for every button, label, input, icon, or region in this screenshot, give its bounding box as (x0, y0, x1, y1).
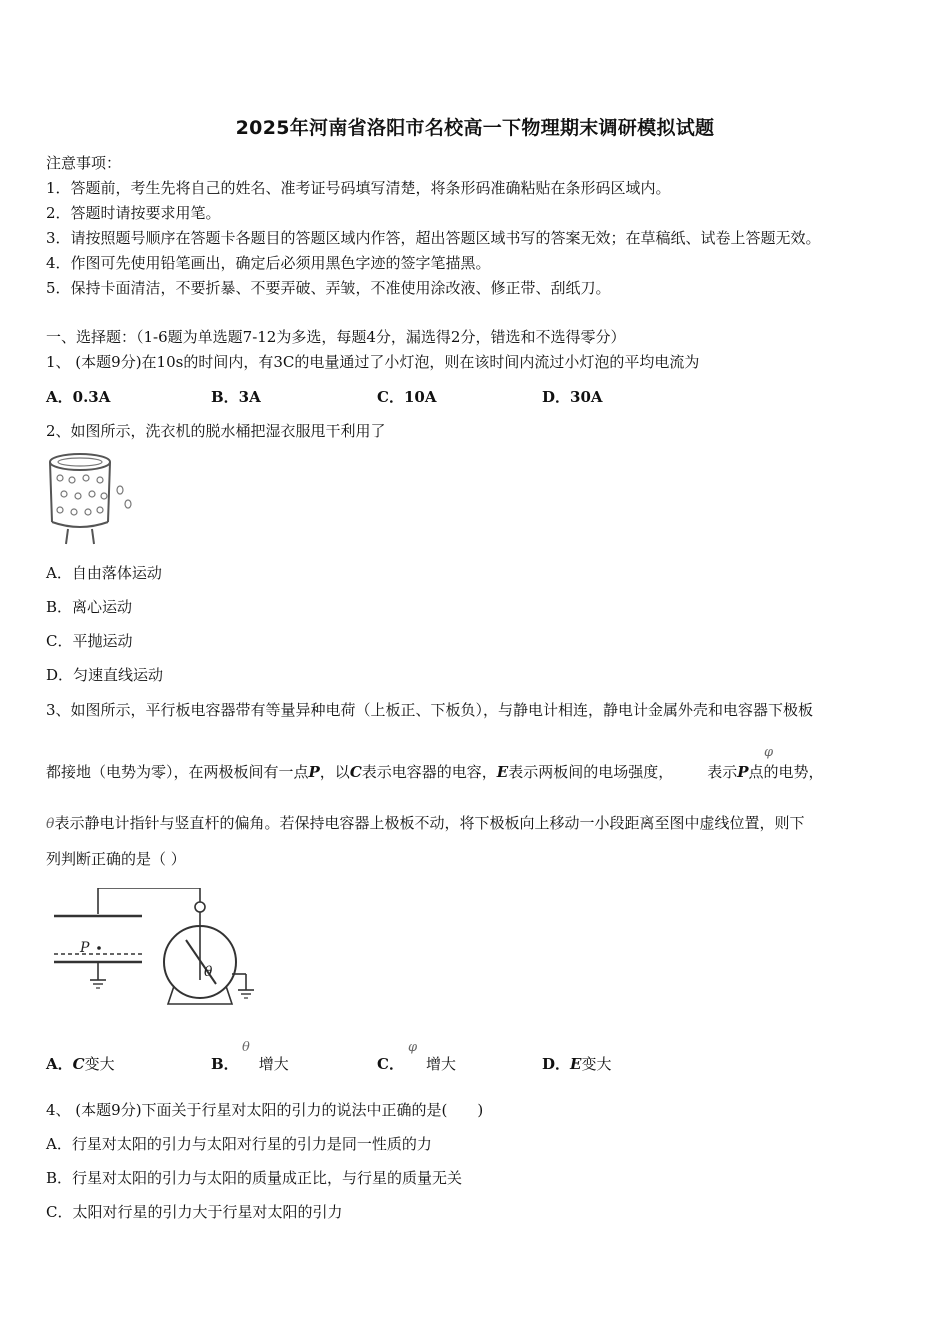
q1-option-c: C．10A (377, 388, 437, 406)
q2-option-a: A．自由落体运动 (46, 564, 162, 582)
notice-item-3: 3．请按照题号顺序在答题卡各题目的答题区域内作答，超出答题区域书写的答案无效；在草稿纸、试卷上答题无效。 (46, 229, 821, 247)
q3-line-3-text: 表示静电计指针与竖直杆的偏角。若保持电容器上极板不动，将下极板向上移动一小段距离至图中虚线位置，则下 (54, 814, 805, 832)
q2-option-d: D．匀速直线运动 (46, 666, 164, 684)
q3-option-b: B． 增大 (211, 1055, 289, 1073)
q3-option-d: D．E变大 (542, 1055, 612, 1073)
capacitor-electrometer-figure (50, 888, 262, 1010)
q3-option-a: A．C变大 (46, 1055, 115, 1073)
q3-option-c-symbol: φ (408, 1040, 418, 1055)
q2-option-b: B．离心运动 (46, 598, 133, 616)
q1-option-d: D．30A (542, 388, 603, 406)
q4-option-b: B．行星对太阳的引力与太阳的质量成正比，与行星的质量无关 (46, 1169, 463, 1187)
q4-stem: 4、 (本题9分)下面关于行星对太阳的引力的说法中正确的是( ) (46, 1101, 484, 1119)
q3-symbol-p-2: P (737, 763, 749, 781)
q3-phi-symbol: φ (764, 745, 774, 760)
notice-item-4: 4．作图可先使用铅笔画出，确定后必须用黑色字迹的签字笔描黑。 (46, 254, 491, 272)
washing-machine-drum-figure (44, 450, 136, 546)
q3-line-3 (46, 812, 804, 833)
q3-line-2-part-d: 表示两板间的电场强度， (508, 763, 674, 781)
q3-line-2-part-b: ，以 (319, 763, 350, 781)
q3-line-2-part-a: 都接地（电势为零），在两极板间有一点 (46, 763, 309, 781)
q4-option-c: C．太阳对行星的引力大于行星对太阳的引力 (46, 1203, 343, 1221)
notice-heading: 注意事项： (46, 154, 122, 172)
q1-option-b: B．3A (211, 388, 261, 406)
notice-item-1: 1．答题前，考生先将自己的姓名、准考证号码填写清楚，将条形码准确粘贴在条形码区域内。 (46, 179, 671, 197)
q3-line-2-part-c: 表示电容器的电容， (361, 763, 497, 781)
q1-stem: 1、 (本题9分)在10s的时间内，有3C的电量通过了小灯泡，则在该时间内流过小灯泡的平均电流为 (46, 353, 700, 371)
notice-item-5: 5．保持卡面清洁，不要折暴、不要弄破、弄皱，不准使用涂改液、修正带、刮纸刀。 (46, 279, 611, 297)
page-title: 2025年河南省洛阳市名校高一下物理期末调研模拟试题 (235, 117, 715, 139)
notice-item-2: 2．答题时请按要求用笔。 (46, 204, 221, 222)
q3-line-2-part-f: 点的电势， (748, 763, 824, 781)
q3-line-2-part-e: 表示 (707, 763, 738, 781)
figure-label-theta: θ (204, 964, 213, 980)
q3-line-4: 列判断正确的是（ ） (46, 850, 186, 868)
q3-symbol-e: E (496, 763, 509, 781)
q1-option-a: A．0.3A (46, 388, 111, 406)
q3-line-2 (46, 761, 824, 782)
q2-stem: 2、如图所示，洗衣机的脱水桶把湿衣服甩干利用了 (46, 422, 386, 440)
q3-theta-symbol: θ (46, 816, 55, 832)
q3-symbol-p: P (308, 763, 320, 781)
q2-option-c: C．平抛运动 (46, 632, 133, 650)
q3-option-c: C． 增大 (377, 1055, 456, 1073)
q4-option-a: A．行星对太阳的引力与太阳对行星的引力是同一性质的力 (46, 1135, 432, 1153)
figure-label-p: P (80, 940, 90, 956)
q3-option-b-symbol: θ (242, 1040, 250, 1055)
q3-line-1: 3、如图所示，平行板电容器带有等量异种电荷（上板正、下板负），与静电计相连，静电计金属外壳和电容器下极板 (46, 701, 814, 719)
q3-symbol-c: C (349, 763, 362, 781)
section-heading: 一、选择题：（1-6题为单选题7-12为多选，每题4分，漏选得2分，错选和不选得零分） (46, 328, 626, 346)
